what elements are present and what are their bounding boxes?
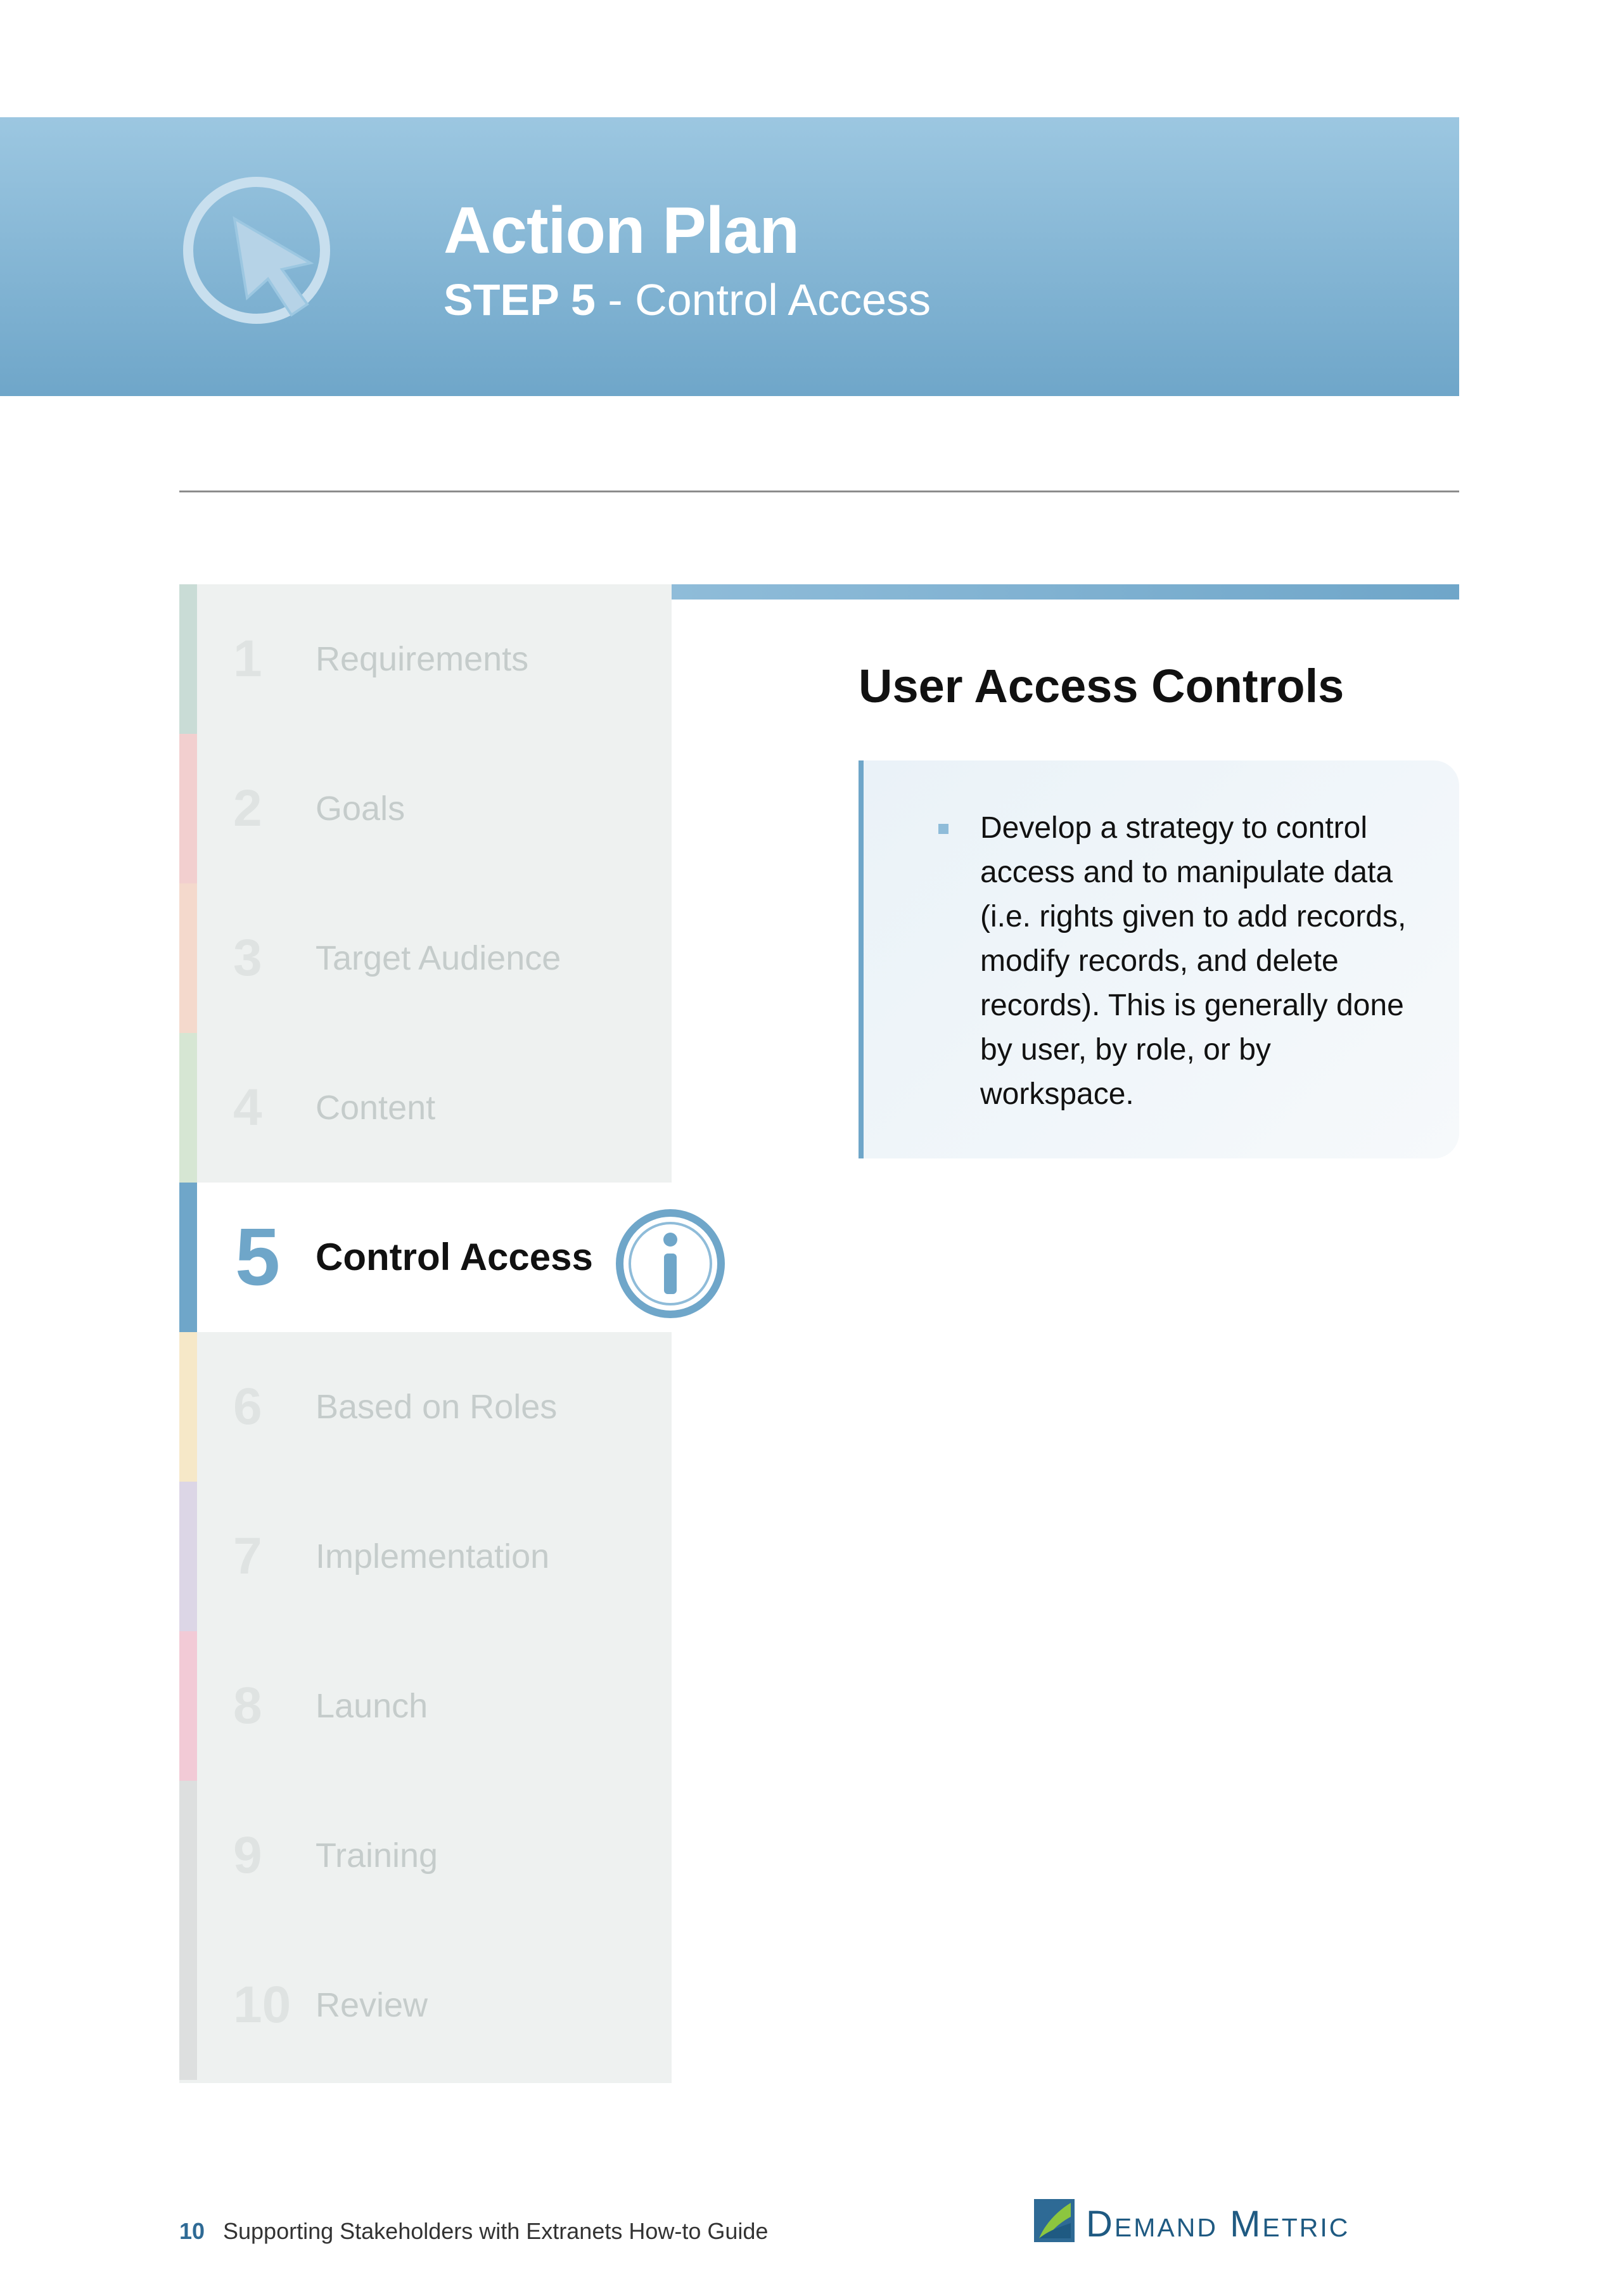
step-item-6[interactable] (179, 1332, 672, 1482)
content-title: User Access Controls (859, 660, 1344, 712)
step-label: Goals (316, 790, 406, 828)
step-label: Review (316, 1986, 428, 2024)
step-item-9[interactable] (179, 1781, 672, 1930)
callout-box (859, 760, 1459, 1158)
step-number: 9 (233, 1826, 262, 1884)
step-number: 7 (233, 1527, 262, 1585)
step-number: 8 (233, 1677, 262, 1735)
step-label: Content (316, 1089, 436, 1127)
step-item-5[interactable] (179, 1183, 672, 1332)
step-item-4[interactable] (179, 1033, 672, 1183)
bullet-marker (938, 824, 948, 834)
step-number: 4 (233, 1079, 262, 1136)
step-label: Launch (316, 1687, 428, 1725)
step-label: Implementation (316, 1537, 550, 1575)
page-number: 10 (179, 2218, 205, 2244)
step-color-bar (179, 734, 197, 883)
step-number: 5 (235, 1212, 281, 1303)
step-label: Training (316, 1837, 438, 1875)
header-banner (0, 117, 1459, 396)
step-color-bar (179, 1183, 197, 1332)
page-title: Action Plan (444, 194, 800, 267)
step-item-8[interactable] (179, 1631, 672, 1781)
step-number: 6 (233, 1378, 262, 1435)
section-divider (179, 491, 1459, 492)
cursor-click-icon (181, 174, 345, 339)
step-number: 1 (233, 630, 262, 688)
step-item-1[interactable] (179, 584, 672, 734)
page-subtitle (444, 274, 931, 325)
step-label: Based on Roles (316, 1388, 558, 1426)
footer-doc-title: Supporting Stakeholders with Extranets How-to Guide (223, 2218, 769, 2244)
logo-mark-icon (1033, 2198, 1076, 2243)
step-item-7[interactable] (179, 1482, 672, 1631)
step-title: Control Access (635, 275, 931, 324)
step-color-bar (179, 1631, 197, 1781)
step-color-bar (179, 1332, 197, 1482)
step-color-bar (179, 883, 197, 1033)
content-accent-bar (672, 584, 1459, 600)
step-color-bar (179, 1930, 197, 2080)
step-label: Control Access (316, 1236, 593, 1278)
step-label: Requirements (316, 640, 529, 678)
step-label: Target Audience (316, 939, 561, 977)
step-color-bar (179, 1033, 197, 1183)
bullet-text: Develop a strategy to control access and to manipulate data (i.e. rights given to add records, modify records, and delete records). This is generally done by user, by role, or by workspace. (980, 811, 1407, 1111)
step-number: 3 (233, 929, 262, 987)
info-icon[interactable] (613, 1207, 727, 1321)
logo-text: Demand Metric (1086, 2203, 1350, 2245)
steps-sidebar (179, 584, 672, 2083)
step-color-bar (179, 584, 197, 734)
step-item-10[interactable] (179, 1930, 672, 2080)
step-prefix: STEP 5 (444, 275, 596, 324)
step-number: 10 (233, 1976, 291, 2034)
step-number: 2 (233, 779, 262, 837)
step-item-2[interactable] (179, 734, 672, 883)
step-color-bar (179, 1482, 197, 1631)
step-color-bar (179, 1781, 197, 1930)
step-separator: - (595, 275, 635, 324)
step-item-3[interactable] (179, 883, 672, 1033)
